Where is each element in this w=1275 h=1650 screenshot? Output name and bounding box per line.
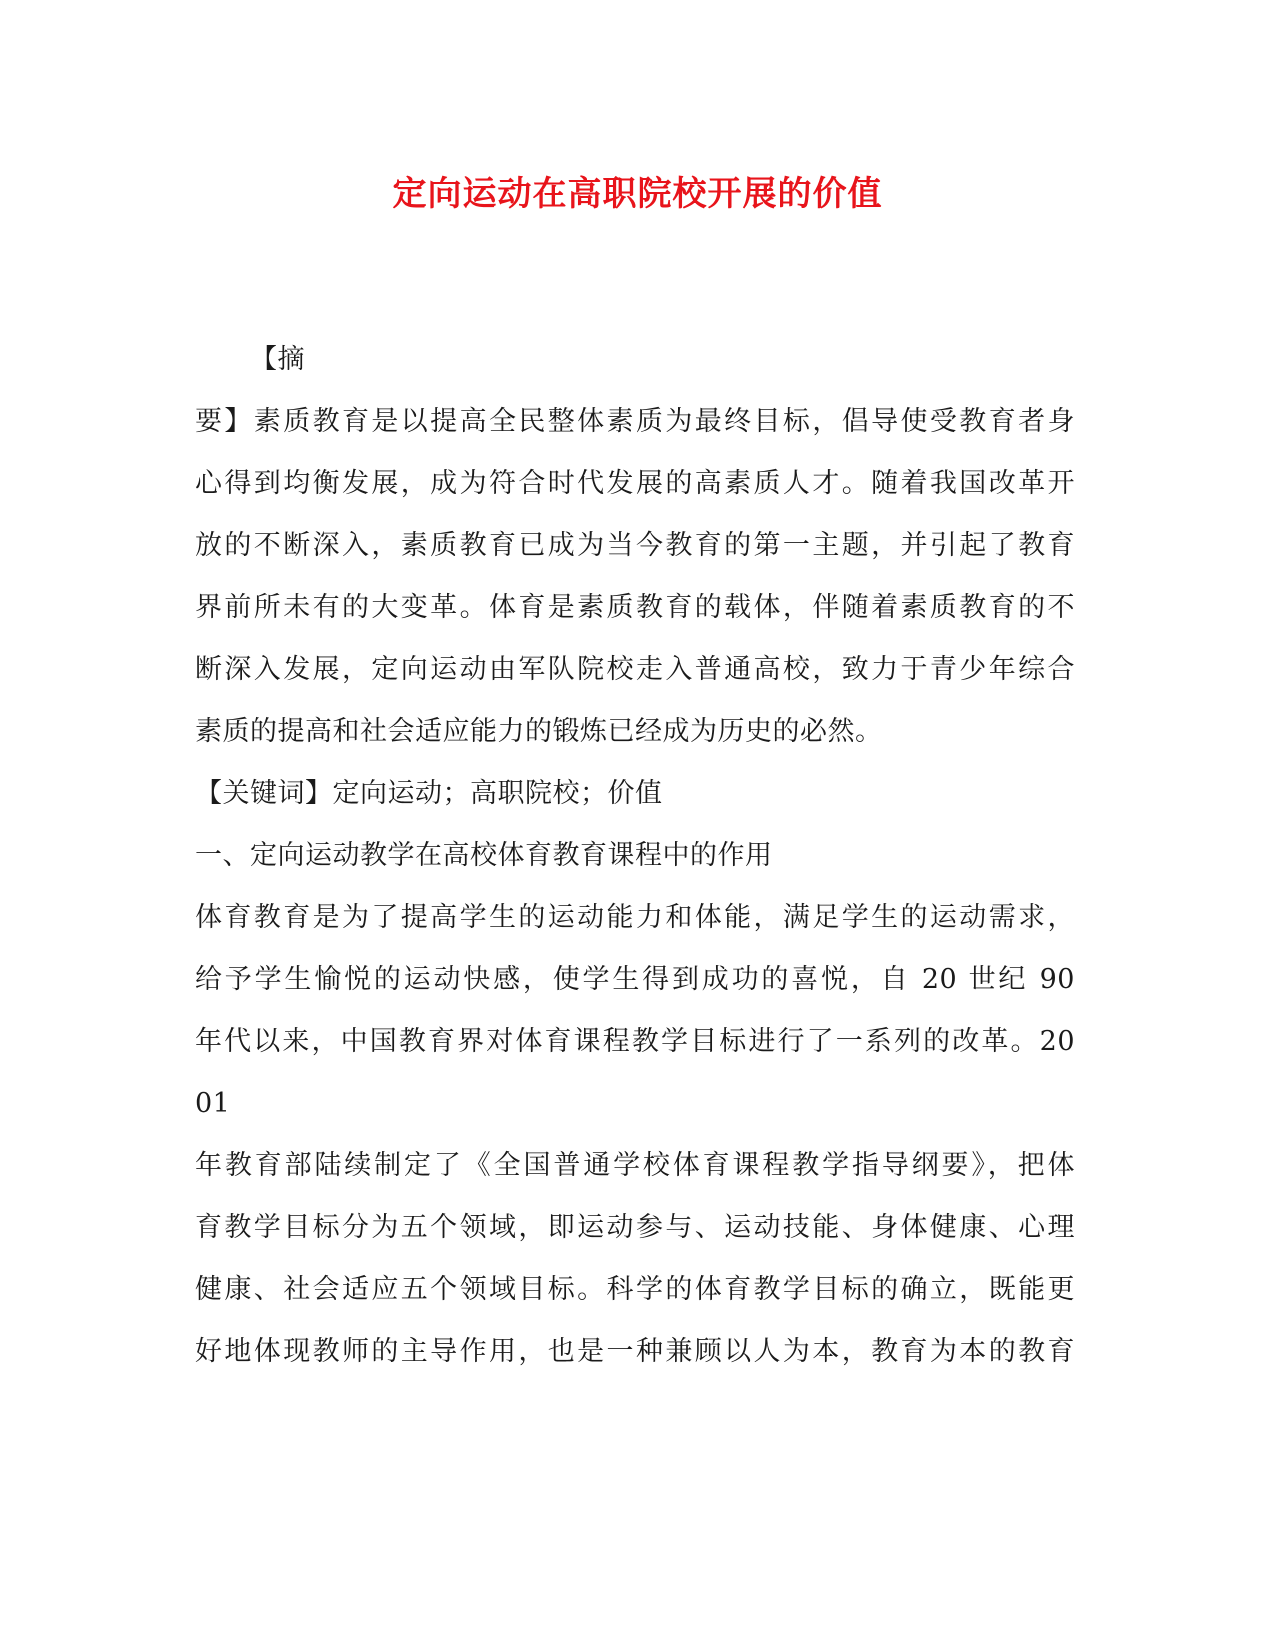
body-line: 年代以来，中国教育界对体育课程教学目标进行了一系列的改革。20 bbox=[195, 1026, 1075, 1057]
body-line: 好地体现教师的主导作用，也是一种兼顾以人为本，教育为本的教育 bbox=[195, 1336, 1075, 1367]
body-line: 素质的提高和社会适应能力的锻炼已经成为历史的必然。 bbox=[195, 716, 883, 747]
keywords-line: 【关键词】定向运动；高职院校；价值 bbox=[195, 778, 663, 809]
abstract-heading-line: 【摘 bbox=[250, 344, 305, 375]
body-line: 健康、社会适应五个领域目标。科学的体育教学目标的确立，既能更 bbox=[195, 1274, 1075, 1305]
body-line: 01 bbox=[195, 1088, 231, 1119]
body-line: 断深入发展，定向运动由军队院校走入普通高校，致力于青少年综合 bbox=[195, 654, 1075, 685]
document-title: 定向运动在高职院校开展的价值 bbox=[392, 174, 883, 214]
body-line: 体育教育是为了提高学生的运动能力和体能，满足学生的运动需求， bbox=[195, 902, 1075, 933]
body-line: 育教学目标分为五个领域，即运动参与、运动技能、身体健康、心理 bbox=[195, 1212, 1075, 1243]
body-line: 要】素质教育是以提高全民整体素质为最终目标，倡导使受教育者身 bbox=[195, 406, 1075, 437]
body-line: 年教育部陆续制定了《全国普通学校体育课程教学指导纲要》，把体 bbox=[195, 1150, 1075, 1181]
body-line: 放的不断深入，素质教育已成为当今教育的第一主题，并引起了教育 bbox=[195, 530, 1075, 561]
section-heading: 一、定向运动教学在高校体育教育课程中的作用 bbox=[195, 840, 773, 871]
body-line: 心得到均衡发展，成为符合时代发展的高素质人才。随着我国改革开 bbox=[195, 468, 1075, 499]
body-line: 界前所未有的大变革。体育是素质教育的载体，伴随着素质教育的不 bbox=[195, 592, 1075, 623]
body-line: 给予学生愉悦的运动快感，使学生得到成功的喜悦，自 20 世纪 90 bbox=[195, 964, 1075, 995]
